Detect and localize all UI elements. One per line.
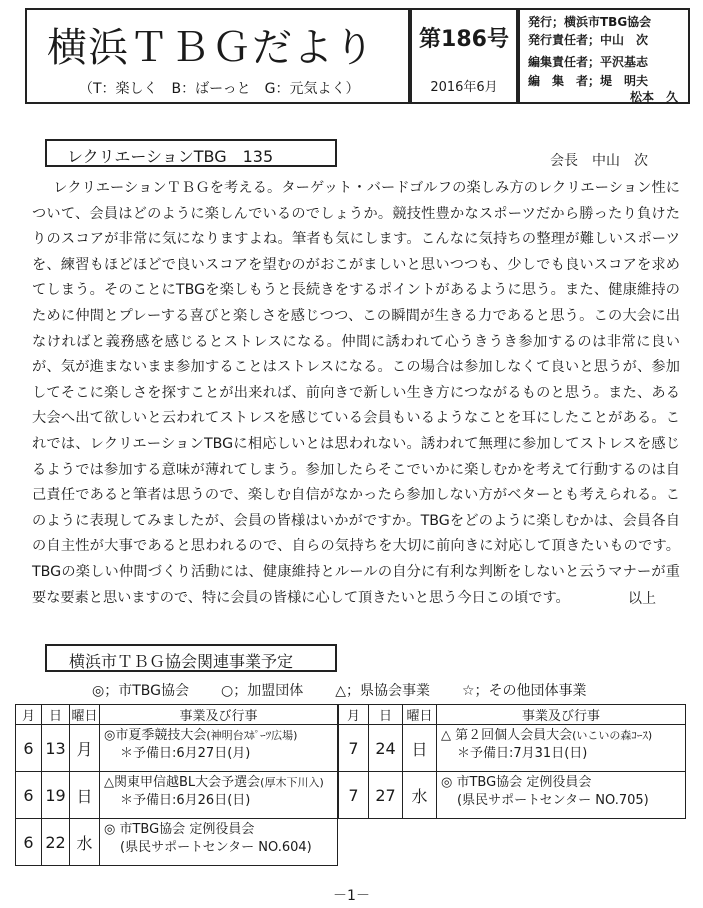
column-end-mark: 以上 xyxy=(628,591,656,607)
column-title: レクリエーションTBG 135 xyxy=(67,147,274,166)
schedule-table-left xyxy=(15,704,338,866)
cell-event xyxy=(100,819,338,866)
cell-event xyxy=(100,772,338,819)
header-month: 月 xyxy=(339,705,369,725)
table-header-row xyxy=(339,705,686,725)
cell-month: 6 xyxy=(16,819,42,866)
schedule-table-right xyxy=(338,704,686,819)
column-body: レクリエーションＴＢＧを考える。ターゲット・バードゴルフの楽しみ方のレクリエーション性について、会員はどのように楽しんでいるのでしょうか。競技性豊かなスポーツだから勝ったり負けたりのスコアが非常に気になりますよね。筆者も気にします。こんなに気持ちの整理が難しいスポーツを、練習もほどほどで良いスコアを望むのがおこがましいと思いつつも、少しでも良いスコアを求めてしまう。そのことにTBGを楽しもうと長続きをするポイントがあるように思う。また、健康維持のために仲間とプレーする喜びと楽しさを感じつつ、この瞬間が生きる力であると思う。この大会に出なければと義務感を感じるとストレスになる。仲間に誘われて心うきうき参加するのは非常に良いが、気が進まないまま参加することはストレスになる。この場合は参加しなくて良いと思うが、参加してそこに楽しさを探すことが出来れば、前向きで新しい生き方につながるものと思う。また、ある大会へ出て欲しいと云われてストレスを感じている会員もいるようなことを耳にしたことがある。これでは、レクリエーションTBGに相応しいとは思われない。誘われて無理に参加してストレスを感じるようでは参加する意味が薄れてしまう。参加したらそこでいかに楽しむかを考えて行動するのは自己責任であると筆者は思うので、楽しむ自信がなかったら参加しない方がベターとも考えられる。このように表現してみましたが、会員の皆様はいかがですか。TBGをどのように楽しむかは、会員各自の自主性が大事であると思われるので、自らの気持ちを大切に前向きに対応して頂きたいものです。TBGの楽しい仲間づくり活動には、健康維持とルールの自分に有利な判断をしないと云うマナーが重要な要素と思いますので、特に会員の皆様に心して頂きたいと思う今日この頃です。 xyxy=(32,180,680,606)
cell-month: 6 xyxy=(16,725,42,772)
event-note: (県民サポートセンター NO.705) xyxy=(457,793,649,808)
header-day: 日 xyxy=(369,705,403,725)
event-name: ◎ 市TBG協会 定例役員会 xyxy=(104,822,255,837)
masthead-title-box xyxy=(25,8,410,104)
header-day: 日 xyxy=(42,705,70,725)
publisher-line: 発行；横浜市TBG協会 xyxy=(528,15,652,29)
cell-event xyxy=(437,772,686,819)
legend-city: ◎；市TBG協会 xyxy=(92,683,189,699)
header-weekday: 曜日 xyxy=(70,705,100,725)
event-name: ◎市夏季競技大会 xyxy=(104,728,207,743)
column-author: 会長 中山 次 xyxy=(550,153,648,169)
cell-weekday: 日 xyxy=(403,725,437,772)
header-event: 事業及び行事 xyxy=(100,705,338,725)
cell-weekday: 月 xyxy=(70,725,100,772)
table-row xyxy=(16,772,338,819)
event-note: ＊予備日:6月26日(日) xyxy=(120,793,251,808)
table-row xyxy=(16,725,338,772)
cell-weekday: 水 xyxy=(403,772,437,819)
table-header-row xyxy=(16,705,338,725)
event-name: △関東甲信越BL大会予選会 xyxy=(104,775,261,790)
column-title-box xyxy=(45,139,337,167)
editor-line: 編 集 者；堤 明夫 xyxy=(528,74,649,88)
event-name: ◎ 市TBG協会 定例役員会 xyxy=(441,775,592,790)
cell-day: 22 xyxy=(42,819,70,866)
schedule-title-box xyxy=(45,644,337,672)
publisher-responsible-line: 発行責任者；中山 次 xyxy=(528,33,649,47)
cell-day: 13 xyxy=(42,725,70,772)
header-weekday: 曜日 xyxy=(403,705,437,725)
cell-month: 6 xyxy=(16,772,42,819)
page-number: －1－ xyxy=(333,888,370,904)
legend-member-group: ○；加盟団体 xyxy=(220,683,304,699)
table-row xyxy=(339,772,686,819)
legend-prefecture: △；県協会事業 xyxy=(335,683,430,699)
schedule-legend xyxy=(92,680,652,700)
masthead-staff-box xyxy=(518,8,690,104)
cell-weekday: 日 xyxy=(70,772,100,819)
cell-day: 24 xyxy=(369,725,403,772)
schedule-title: 横浜市ＴＢＧ協会関連事業予定 xyxy=(69,652,294,671)
cell-weekday: 水 xyxy=(70,819,100,866)
editor-line-2: 松本 久 xyxy=(629,90,678,104)
event-note: ＊予備日:6月27日(月) xyxy=(120,746,251,761)
newsletter-subtitle: （T：楽しく B：ばーっと G：元気よく） xyxy=(79,81,360,97)
header-event: 事業及び行事 xyxy=(437,705,686,725)
cell-day: 19 xyxy=(42,772,70,819)
cell-event xyxy=(100,725,338,772)
cell-day: 27 xyxy=(369,772,403,819)
cell-month: 7 xyxy=(339,772,369,819)
legend-other: ☆；その他団体事業 xyxy=(461,683,587,699)
newsletter-title: 横浜ＴＢＧだより xyxy=(47,25,375,71)
masthead-issue-box xyxy=(410,8,518,104)
event-name: △ 第２回個人会員大会 xyxy=(441,728,573,743)
cell-event xyxy=(437,725,686,772)
event-venue: (神明台ｽﾎﾟｰﾂ広場) xyxy=(206,729,298,742)
table-row xyxy=(16,819,338,866)
table-row xyxy=(339,725,686,772)
editor-responsible-line: 編集責任者；平沢基志 xyxy=(528,55,649,69)
event-note: (県民サポートセンター NO.604) xyxy=(120,840,312,855)
issue-number: 第186号 xyxy=(419,27,509,52)
event-note: ＊予備日:7月31日(日) xyxy=(457,746,588,761)
event-venue: (いこいの森ｺｰｽ) xyxy=(572,729,653,742)
cell-month: 7 xyxy=(339,725,369,772)
header-month: 月 xyxy=(16,705,42,725)
issue-date: 2016年6月 xyxy=(430,80,498,95)
event-venue: (厚木下川入) xyxy=(260,776,324,789)
